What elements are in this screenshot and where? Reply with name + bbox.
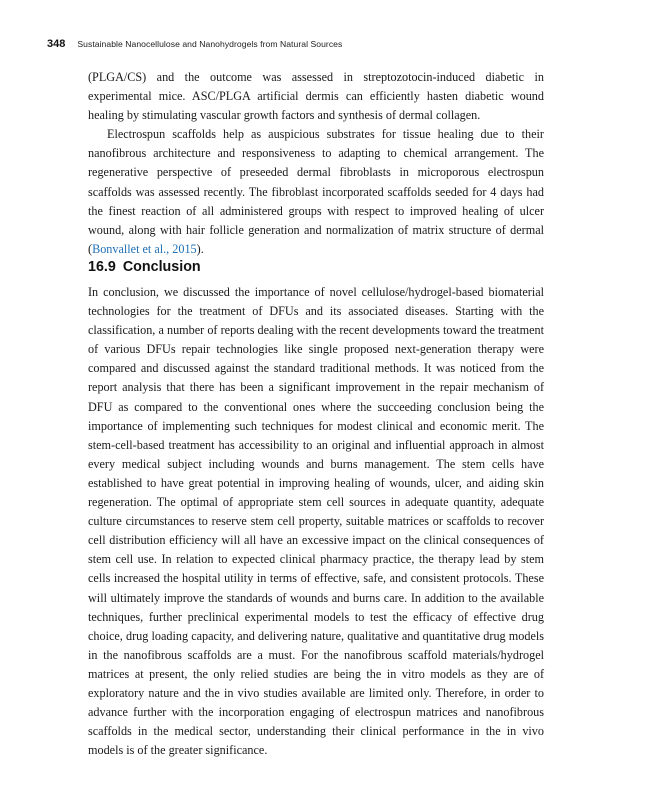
section-title: Conclusion (122, 259, 201, 275)
citation-link-bonvallet[interactable]: Bonvallet et al., 2015 (92, 241, 197, 256)
running-title: Sustainable Nanocellulose and Nanohydrogels from Natural Sources (77, 39, 343, 49)
top-text-block (88, 68, 544, 259)
section-number: 16.9 (88, 259, 116, 275)
electrospun-paragraph-end: ). (196, 241, 204, 256)
page-number: 348 (47, 38, 66, 50)
conclusion-paragraph: In conclusion, we discussed the importance of novel cellulose/hydrogel-based biomaterial technologies for the treatment of DFUs and its associated diseases. Starting with the classification, a number of reports dealing with the recent developments toward the treatment of various DFUs repair technologies like single proposed next-generation therapy were compared and discussed against the standard traditional methods. It was noticed from the report analysis that there has been a significant improvement in the repair mechanism of DFU as compared to the conventional ones where the succeeding conclusion being the importance of implementing such techniques for modest clinical and economic merit. The stem-cell-based treatment has accessibility to an original and influential approach in almost every medical subject including wounds and burns management. The stem cells have established to have great potential in improving healing of wounds, ulcer, and aiding skin regeneration. The optimal of appropriate stem cell sources in adequate quantity, adequate culture circumstances to reserve stem cell property, suitable matrices or scaffolds to recover cell distribution efficiency will all have an excessive impact on the clinical consequences of stem cell use. In relation to expected clinical pharmacy practice, the therapy lead by stem cells increased the hospital utility in terms of effective, safe, and consistent protocols. These will ultimately improve the standards of wounds and burns care. In addition to the available techniques, further preclinical experimental models to test the efficacy of effective drug choice, drug loading capacity, and delivering nature, qualitative and quantitative drug models in the nanofibrous scaffolds are a must. For the nanofibrous scaffold materials/hydrogel matrices at present, the only relied studies are being the in vitro models as they are of exploratory nature and the in vivo studies available are limited only. Therefore, in order to advance further with the incorporation engaging of electrospun matrices and nanofibrous scaffolds in the medical sector, understanding their clinical performance in the in vivo models is of the greater significance. (88, 285, 544, 758)
running-header (47, 38, 607, 52)
section-heading (88, 259, 544, 275)
conclusion-text-block (88, 283, 544, 760)
continued-paragraph: (PLGA/CS) and the outcome was assessed in streptozotocin-induced diabetic in experimental mice. ASC/PLGA artificial dermis can efficiently hasten diabetic wound healing by stimulating vascular growth factors and synthesis of dermal collagen. (88, 70, 544, 123)
electrospun-paragraph (88, 125, 544, 259)
electrospun-paragraph-text: Electrospun scaffolds help as auspicious substrates for tissue healing due to their nanofibrous architecture and responsiveness to adapting to chemical arrangement. The regenerative perspective of preseeded dermal fibroblasts in microporous electrospun scaffolds was assessed recently. The fibroblast incorporated scaffolds seeded for 4 days had the finest reaction of all administered groups with respect to improved healing of ulcer wound, along with hair follicle generation and normalization of matrix structure of dermal ( (88, 127, 544, 256)
